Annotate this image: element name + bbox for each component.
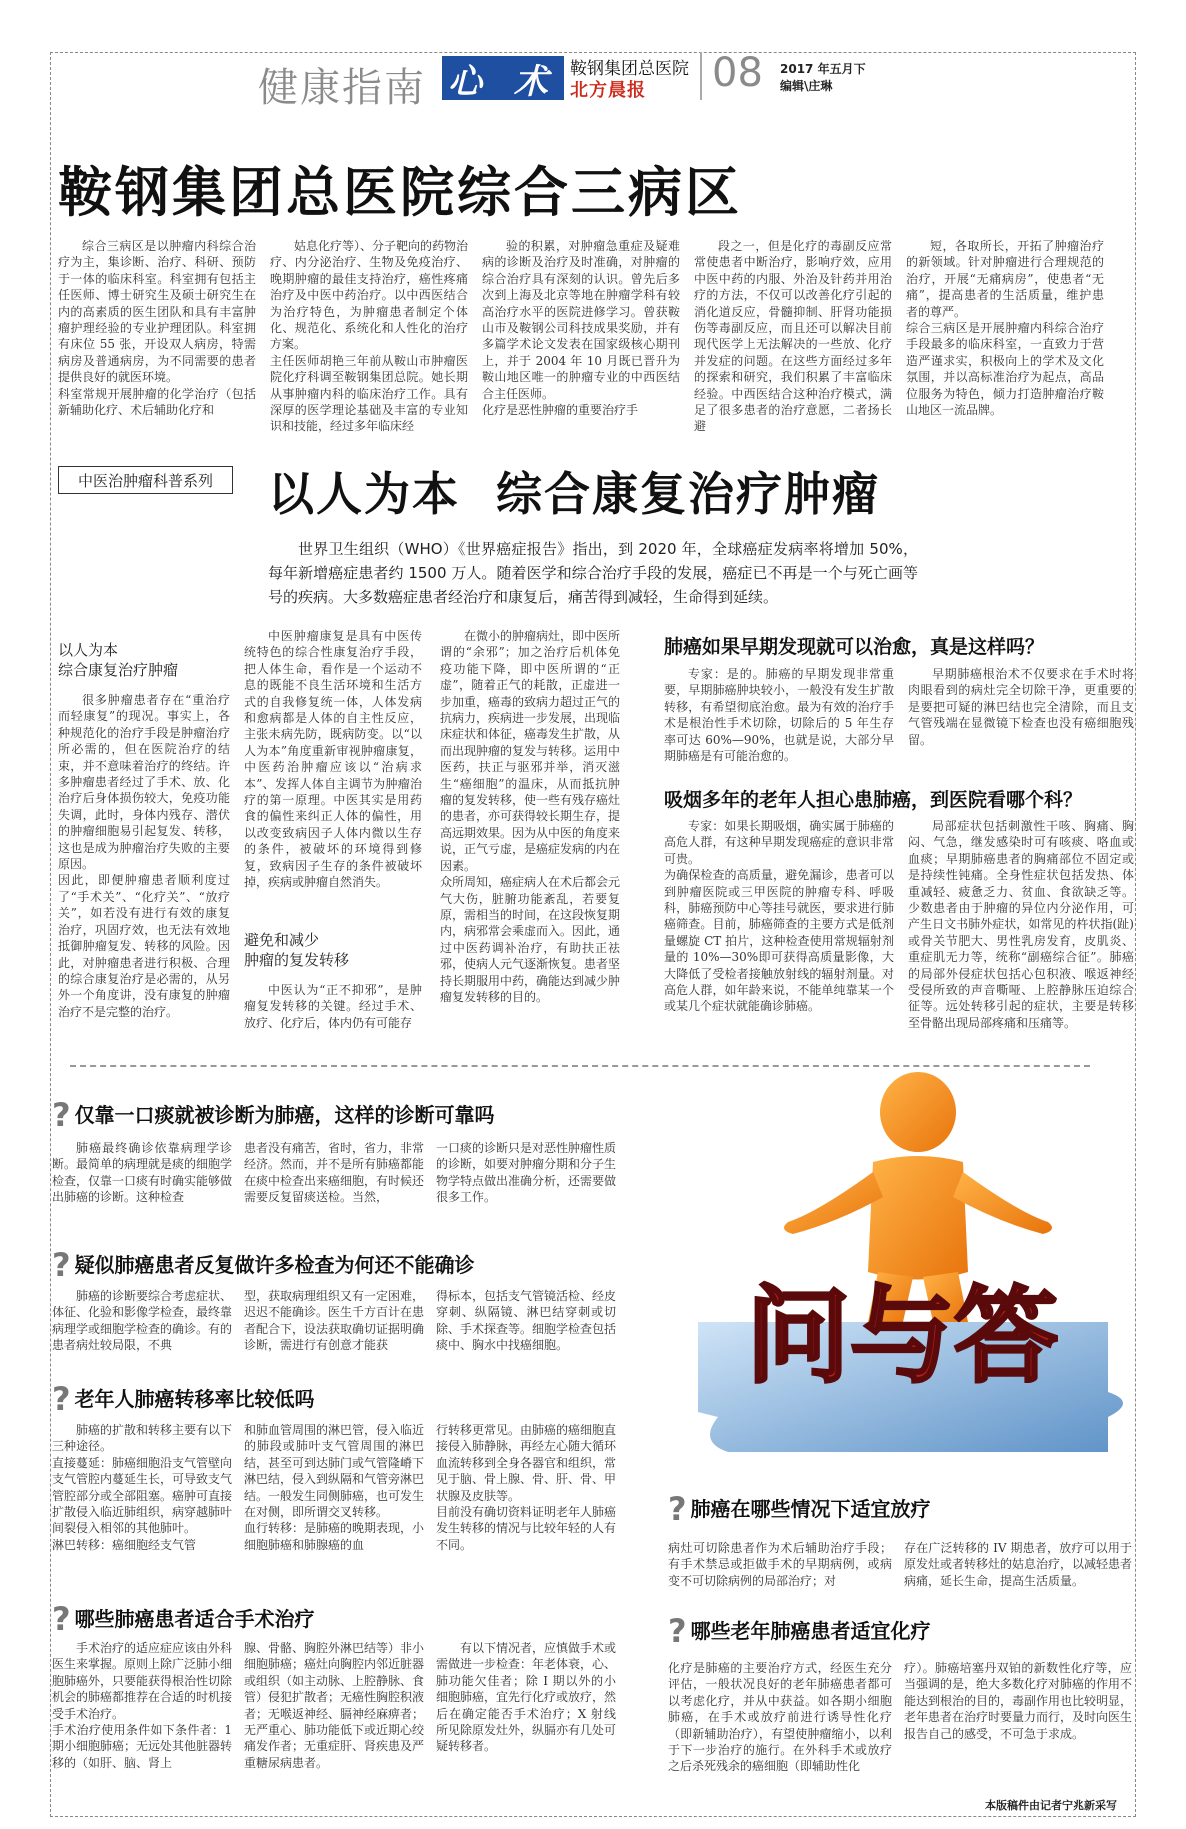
article2-col-2b (244, 982, 422, 1048)
faq-bottom-right-1-question (668, 1490, 931, 1528)
page-number: 08 (712, 50, 763, 96)
faq-left-1-text-3: 一口痰的诊断只是对恶性肿瘤性质的诊断，如要对肿瘤分期和分子生物学特点做出准确分析，还需要做很多工作。 (436, 1141, 617, 1205)
faq-left-1-col-1 (52, 1140, 232, 1210)
faq-left-1-text-1: 肺癌最终确诊依靠病理学诊断。最简单的病理就是痰的细胞学检查，仅靠一口痰有时确实能够做出肺癌的诊断。这种检查 (52, 1141, 233, 1205)
faq-bottom-right-2-text-1: 化疗是肺癌的主要治疗方式，经医生充分评估，一般状况良好的老年肺癌患者都可以考虑化疗，并从中获益。如各期小细胞肺癌，在手术或放疗前进行诱导性化疗（即新辅助治疗），有望使肿瘤缩小，以利于下一步治疗的施行。在外科手术或放疗之后杀死残余的癌细胞（即辅助性化 (668, 1661, 892, 1774)
faq-right-2-text-1: 专家：如果长期吸烟，确实属于肺癌的高危人群，有这种早期发现癌症的意识非常可贵。 为确保检查的高质量，避免漏诊，患者可以到肿瘤医院或三甲医院的肿瘤专科、呼吸科，肺癌预防中心等挂号就医，要求进行肺癌筛查。目前，肺癌筛查的主要方式是低剂量螺旋 CT 拍片，这种检查使用常规辐射剂量的 10%—30%即可获得高质量影像，大大降低了受检者接触放射线的辐射剂量。对高危人群，如年龄来说，不能单纯靠某一个或某几个症状就能确诊肺癌。 (664, 819, 894, 1014)
faq-right-2-question: 吸烟多年的老年人担心患肺癌，到医院看哪个科？ (664, 789, 1083, 811)
faq-left-4-body (52, 1640, 628, 1812)
faq-bottom-right-2-col-1 (668, 1660, 892, 1788)
faq-left-2-col-3 (436, 1288, 616, 1358)
faq-left-4-text-3: 有以下情况者，应慎做手术或需做进一步检查：年老体衰，心、肺功能欠佳者；除 I 期以外的小细胞肺癌，宜先行化疗或放疗，然后在确定能否手术治疗；X 射线所见除原发灶外，纵膈亦有几处可疑转移者。 (436, 1641, 617, 1754)
section-divider (70, 1065, 1090, 1067)
article1-col-4 (694, 238, 892, 434)
figure-left-arm (784, 1172, 883, 1234)
faq-right-1-col-2 (908, 666, 1134, 762)
faq-left-3-body (52, 1422, 628, 1586)
figure-right-arm (953, 1172, 1052, 1234)
article2-col-1 (58, 692, 230, 1052)
faq-left-4-text-2: 腺、骨骼、胸腔外淋巴结等）非小细胞肺癌；癌灶向胸腔内邻近脏器或组织（如主动脉、上腔静脉、食管）侵犯扩散者；无癌性胸腔积液者；无喉返神经、膈神经麻痹者；无严重心、肺功能低下或近期心绞痛发作者；无重症肝、肾疾患及严重糖尿病患者。 (244, 1641, 425, 1770)
faq-left-4-col-3 (436, 1640, 616, 1808)
article2-title: 以人为本 综合康复治疗肿瘤 (268, 467, 881, 521)
article1-body (58, 238, 1120, 434)
article-credit: 本版稿件由记者宁兆新采写 (985, 1799, 1117, 1812)
article1-col-2 (270, 238, 469, 434)
article2-text-2: 中医肿瘤康复是具有中医传统特色的综合性康复治疗手段，把人体生命，看作是一个运动不息的既能不良生活环境和生活方式的自我修复统一体，人体发病和愈病都是人体的自主性反应，主张未病先防，既病防变。以“以人为本”角度重新审视肿瘤康复，中医药治肿瘤应该以“治病求本”、发挥人体自主调节为肿瘤治疗的第一原理。中医其实是用药食的偏性来纠正人体的偏性，用以改变致病因子人体内微以生存的条件，被破坏的环境得到修复，致病因子生存的条件被破坏掉，疾病或肿瘤自然消失。 (244, 629, 422, 890)
article1-text-1: 综合三病区是以肿瘤内科综合治疗为主，集诊断、治疗、科研、预防于一体的临床科室。科室拥有包括主任医师、博士研究生及硕士研究生在内的高素质的医生团队和具有丰富肿瘤护理经验的专业护理团队。科室拥有床位 55 张，开设双人病房，特需病房及普通病房，为不同需要的患者提供良好的就医环境。 科室常规开展肿瘤的化学治疗（包括新辅助化疗、术后辅助化疗和 (58, 239, 256, 418)
paper-name: 北方晨报 (570, 80, 646, 101)
faq-left-3-col-2 (244, 1422, 424, 1582)
faq-bottom-right-2-question (668, 1612, 931, 1650)
faq-left-4-question-text: 哪些肺癌患者适合手术治疗 (74, 1607, 315, 1631)
faq-left-3-col-1 (52, 1422, 232, 1582)
article1-text-2: 姑息化疗等）、分子靶向的药物治疗、内分泌治疗、生物及免疫治疗、晚期肿瘤的最佳支持治疗，癌性疼痛治疗及中医中药治疗。以中西医结合为治疗特色，为肿瘤患者制定个体化、规范化、系统化和人性化的治疗方案。 主任医师胡艳三年前从鞍山市肿瘤医院化疗科调至鞍钢集团总院。她长期从事肿瘤内科的临床治疗工作。具有深厚的医学理论基础及丰富的专业知识和技能，经过多年临床经 (270, 239, 469, 434)
article2-text-3: 在微小的肿瘤病灶，即中医所谓的“余邪”；加之治疗后机体免疫功能下降，即中医所谓的“正虚”，随着正气的耗散，正虚进一步加重，癌毒的致病力超过正气的抗病力，疾病进一步发展，出现临床症状和体征，癌毒发生扩散，从而出现肿瘤的复发与转移。运用中医药，扶正与驱邪并举，消灭滋生“癌细胞”的温床，从而抵抗肿瘤的复发转移，使一些有残存癌灶的患者，亦可获得较长期生存，提高远期效果。因为从中医的角度来说，正气亏虚，是癌症发病的内在因素。 众所周知，癌症病人在术后都会元气大伤，脏腑功能紊乱，若要复原，需相当的时间，在这段恢复期内，病邪常会乘虚而入。因此，通过中医药调补治疗，有助扶正祛邪，使病人元气逐渐恢复。患者坚持长期服用中药，确能达到减少肿瘤复发转移的目的。 (440, 629, 621, 1004)
faq-left-3-text-1: 肺癌的扩散和转移主要有以下三种途径。 直接蔓延：肺癌细胞沿支气管壁向支气管腔内蔓延生长，可导致支气管腔部分或全部阻塞。癌肿可直接扩散侵入临近肺组织，病穿越肺叶间裂侵入相邻的其他肺叶。 淋巴转移：癌细胞经支气管 (52, 1423, 233, 1552)
faq-left-2-question-text: 疑似肺癌患者反复做许多检查为何还不能确诊 (74, 1253, 475, 1277)
faq-left-1-text-2: 患者没有痛苦，省时，省力，非常经济。然而，并不是所有肺癌都能在痰中检查出来癌细胞，有时候还需要反复留痰送检。当然， (244, 1141, 425, 1205)
logo: 心 术 (442, 56, 564, 100)
faq-left-2-body (52, 1288, 628, 1362)
faq-right-1-text-2: 早期肺癌根治术不仅要求在手术时将肉眼看到的病灶完全切除干净，更重要的是要把可疑的淋巴结也完全清除，而且支气管残端在显微镜下检查也没有癌细胞残留。 (908, 667, 1134, 747)
faq-right-1-question: 肺癌如果早期发现就可以治愈，真是这样吗？ (664, 636, 1045, 658)
faq-left-2-question (52, 1246, 475, 1284)
faq-left-4-col-1 (52, 1640, 232, 1808)
faq-left-2-col-2 (244, 1288, 424, 1358)
header-divider (700, 52, 702, 100)
faq-left-4-col-2 (244, 1640, 424, 1808)
article1-text-4: 段之一，但是化疗的毒副反应常常使患者中断治疗，影响疗效，应用中医中药的内服、外治及针药并用治疗的方法，不仅可以改善化疗引起的消化道反应，骨髓抑制、肝肾功能损伤等毒副反应，而且还可以解决目前现代医学上无法解决的一些放、化疗并发症的问题。在这些方面经过多年的探索和研究，我们积累了丰富临床经验。中西医结合这种治疗模式，满足了很多患者的治疗意愿，二者扬长避 (694, 239, 892, 434)
article2-lead (268, 537, 918, 609)
question-mark-icon: ? (52, 1096, 71, 1134)
faq-left-1-body (52, 1140, 628, 1214)
faq-left-3-question (52, 1380, 315, 1418)
figure-body (868, 1156, 968, 1280)
article1-title: 鞍钢集团总医院综合三病区 (58, 161, 742, 224)
faq-left-3-question-text: 老年人肺癌转移率比较低吗 (74, 1387, 315, 1411)
faq-right-1-col-1 (664, 666, 894, 762)
faq-bottom-right-1-col-1 (668, 1540, 892, 1596)
question-mark-icon: ? (668, 1490, 687, 1528)
faq-right-1-text-1: 专家：是的。肺癌的早期发现非常重要，早期肺癌肿块较小，一般没有发生扩散转移，有希望彻底治愈。最为有效的治疗手术是根治性手术切除，切除后的 5 年生存率可达 60%—90%，也就是说，大部分早期肺癌是有可能治愈的。 (664, 667, 894, 764)
article2-col-2 (244, 628, 422, 926)
article1-col-3 (482, 238, 680, 418)
article2-text-2b: 中医认为“正不抑邪”，是肿瘤复发转移的关键。经过手术、放疗、化疗后，体内仍有可能存 (244, 983, 422, 1030)
faq-bottom-right-1-text-1: 病灶可切除患者作为术后辅助治疗手段；有手术禁忌或拒做手术的早期病例，或病变不可切除病例的局部治疗；对 (668, 1541, 892, 1588)
article2-col-3 (440, 628, 620, 1038)
faq-right-2-col-2 (908, 818, 1134, 1043)
figure-caption: 问与答 (745, 1275, 1059, 1397)
faq-left-2-text-2: 型，获取病理组织又有一定困难，迟迟不能确诊。医生千方百计在患者配合下，设法获取确切证据明确诊断，需进行有创意才能获 (244, 1289, 425, 1353)
faq-left-3-text-3: 行转移更常见。由肺癌的癌细胞直接侵入肺静脉，再经左心随大循环血流转移到全身各器官和组织，常见于脑、骨上腺、骨、肝、骨、甲状腺及皮肤等。 目前没有确切资料证明老年人肺癌发生转移的情况与比较年轻的人有不同。 (436, 1423, 617, 1552)
article2-lead-text: 世界卫生组织（WHO）《世界癌症报告》指出，到 2020 年，全球癌症发病率将增加 50%，每年新增癌症患者约 1500 万人。随着医学和综合治疗手段的发展，癌症已不再是一个与死亡画等号的疾病。大多数癌症患者经治疗和康复后，痛苦得到减轻，生命得到延续。 (268, 540, 918, 606)
faq-right-2-text-2: 局部症状包括刺激性干咳、胸痛、胸闷、气急，继发感染时可有咳痰、咯血或血痰；早期肺癌患者的胸痛部位不固定或是持续性钝痛。全身性症状包括发热、体重减轻、疲惫乏力、贫血、食欲缺乏等。少数患者由于肿瘤的异位内分泌作用，可产生日文书肺外症状，如常见的杵状指(趾)或骨关节肥大、男性乳房发育，皮肌炎、重症肌无力等，统称“副癌综合征”。肺癌的局部外侵症状包括心包积液、喉返神经受侵所致的声音嘶哑、上腔静脉压迫综合征等。远处转移引起的症状，主要是转移至骨骼出现局部疼痛和压痛等。 (908, 819, 1134, 1030)
article1-text-5: 短，各取所长，开拓了肿瘤治疗的新领域。针对肿瘤进行合理规范的治疗，开展“无痛病房”，使患者“无痛”，提高患者的生活质量，维护患者的尊严。 综合三病区是开展肿瘤内科综合治疗手段最多的临床科室，一直致力于营造严谨求实，积极向上的学术及文化氛围，并以高标准治疗为起点，高品位服务为特色，倾力打造肿瘤治疗鞍山地区一流品牌。 (906, 239, 1104, 418)
article2-text-1: 很多肿瘤患者存在“重治疗而轻康复”的现况。事实上，各种规范化的治疗手段是肿瘤治疗所必需的，但在医院治疗的结束，并不意味着治疗的终结。许多肿瘤患者经过了手术、放、化治疗后身体损伤较大，免疫功能失调，此时，身体内残存、潜伏的肿瘤细胞易引起复发、转移，这也是成为肿瘤治疗失败的主要原因。 因此，即便肿瘤患者顺利度过了“手术关”、“化疗关”、“放疗关”，如若没有进行有效的康复治疗，巩固疗效，也无法有效地抵御肿瘤复发、转移的风险。因此，对肿瘤患者进行积极、合理的综合康复治疗是必需的，从另外一个角度讲，没有康复的肿瘤治疗不是完整的治疗。 (58, 693, 230, 1019)
faq-left-3-col-3 (436, 1422, 616, 1582)
article1-col-1 (58, 238, 256, 418)
faq-left-1-col-3 (436, 1140, 616, 1210)
section1-heading: 以人为本 综合康复治疗肿瘤 (58, 641, 179, 679)
figure-head (880, 1072, 956, 1152)
faq-bottom-right-1-question-text: 肺癌在哪些情况下适宜放疗 (690, 1497, 931, 1521)
faq-left-4-text-1: 手术治疗的适应症应该由外科医生来掌握。原则上除广泛肺小细胞肺癌外，只要能获得根治性切除机会的肺癌都推荐在合适的时机接受手术治疗。 手术治疗使用条件如下条件者：1 期小细胞肺癌；无远处其他脏器转移的（如肝、脑、肾上 (52, 1641, 233, 1770)
faq-left-2-text-3: 得标本，包括支气管镜活检、经皮穿刺、纵隔镜、淋巴结穿刺或切除、手术探查等。细胞学检查包括痰中、胸水中找癌细胞。 (436, 1289, 617, 1353)
section2-heading: 避免和减少 肿瘤的复发转移 (244, 931, 350, 969)
article1-col-5 (906, 238, 1104, 418)
qa-figure-svg (668, 1072, 1136, 1468)
faq-left-2-text-1: 肺癌的诊断要综合考虑症状、体征、化验和影像学检查，最终靠病理学或细胞学检查的确诊。有的患者病灶较局限，不典 (52, 1289, 233, 1353)
question-mark-icon: ? (668, 1612, 687, 1650)
question-mark-icon: ? (52, 1600, 71, 1638)
faq-right-2-col-1 (664, 818, 894, 1043)
question-mark-icon: ? (52, 1380, 71, 1418)
faq-bottom-right-2-question-text: 哪些老年肺癌患者适宜化疗 (690, 1619, 931, 1643)
faq-left-2-col-1 (52, 1288, 232, 1358)
faq-left-3-text-2: 和肺血管周围的淋巴管，侵入临近的肺段或肺叶支气管周围的淋巴结，甚至可到达肺门或气管隆嵴下淋巴结，侵入到纵隔和气管旁淋巴结。一般发生同侧肺癌，也可发生在对侧，即所谓交叉转移。 血行转移：是肺癌的晚期表现，小细胞肺癌和肺腺癌的血 (244, 1423, 425, 1552)
publish-date: 2017 年五月下 (780, 62, 866, 76)
editor-name: 编辑\庄琳 (780, 79, 833, 93)
faq-left-1-col-2 (244, 1140, 424, 1210)
faq-left-1-question-text: 仅靠一口痰就被诊断为肺癌，这样的诊断可靠吗 (74, 1103, 495, 1127)
hospital-name: 鞍钢集团总医院 (570, 59, 689, 79)
qa-illustration (668, 1072, 1136, 1468)
faq-bottom-right-1-text-2: 存在广泛转移的 IV 期患者，放疗可以用于原发灶或者转移灶的姑息治疗，以减轻患者病痛，延长生命，提高生活质量。 (904, 1541, 1133, 1588)
faq-left-4-question (52, 1600, 315, 1638)
series-label: 中医治肿瘤科普系列 (58, 466, 233, 494)
faq-bottom-right-1-col-2 (904, 1540, 1132, 1596)
column-name: 健康指南 (258, 65, 426, 111)
article1-text-3: 验的积累，对肿瘤急重症及疑难病的诊断及治疗及时准确，对肿瘤的综合治疗具有深刻的认识。曾先后多次到上海及北京等地在肿瘤学科有较高治疗水平的医院进修学习。曾获鞍山市及鞍钢公司科技成果奖励，并有多篇学术论文发表在国家级核心期刊上，并于 2004 年 10 月既已晋升为鞍山地区唯一的肿瘤专业的中西医结合主任医师。 化疗是恶性肿瘤的重要治疗手 (482, 239, 680, 418)
question-mark-icon: ? (52, 1246, 71, 1284)
faq-left-1-question (52, 1096, 495, 1134)
faq-bottom-right-2-text-2: 疗）。肺癌培塞丹双铂的新数性化疗等，应当强调的是，绝大多数化疗对肺癌的作用不能达到根治的目的，毒副作用也比较明显，老年患者在治疗时要量力而行，及时向医生报告自己的感受，不可急于求成。 (904, 1661, 1133, 1741)
faq-bottom-right-2-col-2 (904, 1660, 1132, 1788)
